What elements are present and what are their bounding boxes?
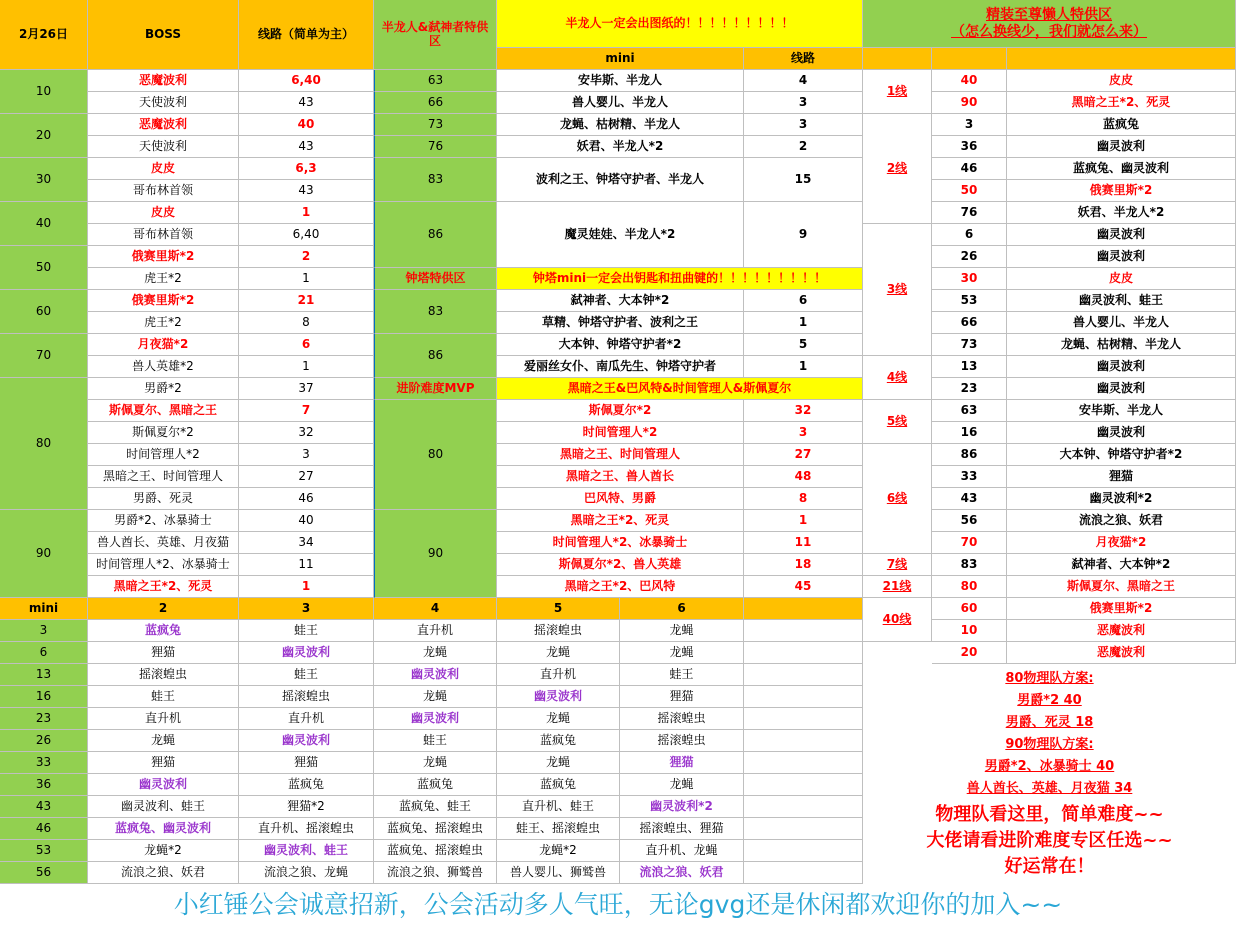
- right-mini-num: 83: [932, 554, 1007, 576]
- mini-spawn-cell: 蛙王、摇滚蝗虫: [497, 818, 620, 840]
- mini-spawn-cell: 蓝疯兔、摇滚蝗虫: [374, 840, 497, 862]
- mvp-note: 黑暗之王&巴风特&时间管理人&斯佩夏尔: [497, 378, 863, 400]
- boss-cell: 男爵*2: [88, 378, 239, 400]
- route-cell: 1: [239, 576, 374, 598]
- mini-spawn-cell: 蛙王: [374, 730, 497, 752]
- right-mini-name: 幽灵波利: [1007, 224, 1236, 246]
- boss-cell: 恶魔波利: [88, 70, 239, 92]
- route-cell: 3: [239, 444, 374, 466]
- right-mini-name: 恶魔波利: [1007, 620, 1236, 642]
- right-mini-name: 幽灵波利: [1007, 356, 1236, 378]
- mini-spawn-cell: 龙蝇: [620, 774, 744, 796]
- mini-spawn-cell: 摇滚蝗虫: [620, 730, 744, 752]
- mini-spawn-cell: 龙蝇: [374, 752, 497, 774]
- header-boss: BOSS: [88, 0, 239, 70]
- mini-level-cell: 13: [0, 664, 88, 686]
- mini-spawn-cell: [744, 708, 863, 730]
- mini-spawn-cell: [744, 730, 863, 752]
- mini-line-cell: 1: [744, 356, 863, 378]
- level-cell: 10: [0, 70, 88, 114]
- boss-cell: 月夜猫*2: [88, 334, 239, 356]
- mvp-line-cell: 3: [744, 422, 863, 444]
- guild-recruit-footer: 小红锤公会诚意招新，公会活动多人气旺，无论gvg还是休闲都欢迎你的加入~~: [173, 890, 1063, 919]
- mini-spawn-cell: 龙蝇: [620, 642, 744, 664]
- plan-line: 男爵*2、冰暴骑士 40: [984, 759, 1115, 774]
- route-cell: 1: [239, 202, 374, 224]
- mini-spawn-cell: 狸猫: [620, 752, 744, 774]
- mini-spawn-cell: 直升机、龙蝇: [620, 840, 744, 862]
- mini-spawn-cell: 幽灵波利: [497, 686, 620, 708]
- boss-cell: 斯佩夏尔、黑暗之王: [88, 400, 239, 422]
- mini-header-cell: 4: [374, 598, 497, 620]
- right-line-group: 1线: [863, 70, 932, 114]
- boss-cell: 俄赛里斯*2: [88, 246, 239, 268]
- mvp-combo-cell: 巴风特、男爵: [497, 488, 744, 510]
- route-cell: 27: [239, 466, 374, 488]
- mvp-combo-cell: 时间管理人*2: [497, 422, 744, 444]
- mini-spawn-cell: 蓝疯兔、蛙王: [374, 796, 497, 818]
- route-cell: 2: [239, 246, 374, 268]
- mini-spawn-cell: 直升机、摇滚蝗虫: [239, 818, 374, 840]
- boss-cell: 虎王*2: [88, 268, 239, 290]
- mini-line-cell: 5: [744, 334, 863, 356]
- right-mini-num: 53: [932, 290, 1007, 312]
- right-mini-name: 蓝疯兔、幽灵波利: [1007, 158, 1236, 180]
- mini-spawn-cell: 摇滚蝗虫、狸猫: [620, 818, 744, 840]
- right-mini-num: 6: [932, 224, 1007, 246]
- right-mini-name: 幽灵波利: [1007, 378, 1236, 400]
- level-cell: 90: [0, 510, 88, 598]
- right-mini-num: 86: [932, 444, 1007, 466]
- route-cell: 34: [239, 532, 374, 554]
- right-mini-num: 90: [932, 92, 1007, 114]
- route-cell: 1: [239, 268, 374, 290]
- right-mini-num: 63: [932, 400, 1007, 422]
- boss-cell: 时间管理人*2: [88, 444, 239, 466]
- boss-cell: 时间管理人*2、冰暴骑士: [88, 554, 239, 576]
- mini-combo-cell: 安毕斯、半龙人: [497, 70, 744, 92]
- header-line: 线路: [744, 48, 863, 70]
- mini-line-cell: 6: [744, 290, 863, 312]
- mini-spawn-cell: 幽灵波利: [239, 642, 374, 664]
- mini-spawn-cell: 幽灵波利: [88, 774, 239, 796]
- mini-spawn-cell: [744, 818, 863, 840]
- mini-spawn-cell: 幽灵波利: [374, 708, 497, 730]
- boss-cell: 黑暗之王*2、死灵: [88, 576, 239, 598]
- mini-spawn-cell: 摇滚蝗虫: [88, 664, 239, 686]
- mvp-line-cell: 1: [744, 510, 863, 532]
- plan-line: 兽人酋长、英雄、月夜猫 34: [966, 781, 1133, 796]
- mini-spawn-cell: 直升机: [497, 664, 620, 686]
- route-cell: 46: [239, 488, 374, 510]
- right-mini-num: 20: [932, 642, 1007, 664]
- mini-spawn-cell: 蓝疯兔: [497, 774, 620, 796]
- right-mini-num: 60: [932, 598, 1007, 620]
- mini-line-cell: 15: [744, 158, 863, 202]
- mini-header-cell: 5: [497, 598, 620, 620]
- mini-line-cell: 3: [744, 92, 863, 114]
- right-mini-name: 安毕斯、半龙人: [1007, 400, 1236, 422]
- boss-cell: 天使波利: [88, 92, 239, 114]
- right-mini-name: 妖君、半龙人*2: [1007, 202, 1236, 224]
- right-mini-num: 3: [932, 114, 1007, 136]
- right-line-group: 21线: [863, 576, 932, 598]
- clock-tower-note: 钟塔mini一定会出钥匙和扭曲键的！！！！！！！！！: [497, 268, 863, 290]
- right-mini-num: 43: [932, 488, 1007, 510]
- mini-spawn-cell: 摇滚蝗虫: [239, 686, 374, 708]
- mini-spawn-cell: 蓝疯兔、幽灵波利: [88, 818, 239, 840]
- mini-spawn-cell: 龙蝇: [374, 642, 497, 664]
- mini-spawn-cell: 幽灵波利、蛙王: [88, 796, 239, 818]
- mini-combo-cell: 魔灵娃娃、半龙人*2: [497, 202, 744, 268]
- right-mini-name: 斯佩夏尔、黑暗之王: [1007, 576, 1236, 598]
- mini-level-cell: 53: [0, 840, 88, 862]
- right-mini-num: 26: [932, 246, 1007, 268]
- mini-line-cell: 9: [744, 202, 863, 268]
- level-cell: 40: [0, 202, 88, 246]
- right-mini-num: 33: [932, 466, 1007, 488]
- right-mini-name: 恶魔波利: [1007, 642, 1236, 664]
- zone-d-cell: 80: [374, 400, 497, 510]
- mini-spawn-cell: [744, 796, 863, 818]
- mini-spawn-cell: [744, 752, 863, 774]
- boss-cell: 皮皮: [88, 158, 239, 180]
- route-cell: 6,40: [239, 70, 374, 92]
- route-cell: 6: [239, 334, 374, 356]
- right-mini-name: 龙蝇、枯树精、半龙人: [1007, 334, 1236, 356]
- mvp-line-cell: 45: [744, 576, 863, 598]
- mini-spawn-cell: 龙蝇*2: [88, 840, 239, 862]
- mini-spawn-cell: [744, 840, 863, 862]
- mini-spawn-cell: 狸猫: [239, 752, 374, 774]
- route-cell: 32: [239, 422, 374, 444]
- route-cell: 6,40: [239, 224, 374, 246]
- right-mini-name: 幽灵波利、蛙王: [1007, 290, 1236, 312]
- big-note: 好运常在！: [1004, 856, 1095, 877]
- mini-spawn-cell: 直升机、蛙王: [497, 796, 620, 818]
- right-mini-name: 俄赛里斯*2: [1007, 180, 1236, 202]
- plan-line: 80物理队方案:: [1005, 671, 1094, 686]
- mini-spawn-cell: [744, 774, 863, 796]
- right-mini-num: 70: [932, 532, 1007, 554]
- mini-line-cell: 1: [744, 312, 863, 334]
- right-mini-name: 幽灵波利*2: [1007, 488, 1236, 510]
- right-line-group: 3线: [863, 224, 932, 356]
- mini-spawn-cell: 蓝疯兔: [497, 730, 620, 752]
- mvp-combo-cell: 斯佩夏尔*2: [497, 400, 744, 422]
- right-mini-num: 56: [932, 510, 1007, 532]
- mvp-combo-cell: 黑暗之王*2、巴风特: [497, 576, 744, 598]
- mini-level-cell: 36: [0, 774, 88, 796]
- mini-combo-cell: 草精、钟塔守护者、波利之王: [497, 312, 744, 334]
- mini-level-cell: 46: [0, 818, 88, 840]
- right-mini-name: 蓝疯兔: [1007, 114, 1236, 136]
- right-line-group: 6线: [863, 444, 932, 554]
- mini-spawn-cell: 幽灵波利: [374, 664, 497, 686]
- boss-cell: 兽人酋长、英雄、月夜猫: [88, 532, 239, 554]
- right-mini-name: 流浪之狼、妖君: [1007, 510, 1236, 532]
- mini-spawn-cell: 龙蝇: [497, 752, 620, 774]
- mini-level-cell: 56: [0, 862, 88, 884]
- mvp-combo-cell: 黑暗之王*2、死灵: [497, 510, 744, 532]
- zone-d-cell: 90: [374, 510, 497, 598]
- level-cell: 30: [0, 158, 88, 202]
- right-mini-name: 大本钟、钟塔守护者*2: [1007, 444, 1236, 466]
- mini-spawn-cell: 幽灵波利、蛙王: [239, 840, 374, 862]
- right-mini-name: 幽灵波利: [1007, 422, 1236, 444]
- boss-cell: 哥布林首领: [88, 224, 239, 246]
- right-line-group: 2线: [863, 114, 932, 224]
- plan-line: 男爵、死灵 18: [1005, 715, 1094, 730]
- right-mini-num: 10: [932, 620, 1007, 642]
- big-note: 物理队看这里，简单难度~~: [935, 804, 1164, 825]
- mini-spawn-cell: 龙蝇*2: [497, 840, 620, 862]
- zone-d-cell: 76: [374, 136, 497, 158]
- right-mini-num: 36: [932, 136, 1007, 158]
- zone-d-cell: 63: [374, 70, 497, 92]
- mini-spawn-cell: 直升机: [239, 708, 374, 730]
- mvp-combo-cell: 黑暗之王、兽人酋长: [497, 466, 744, 488]
- route-cell: 43: [239, 92, 374, 114]
- mini-spawn-cell: [744, 686, 863, 708]
- right-mini-num: 80: [932, 576, 1007, 598]
- boss-cell: 天使波利: [88, 136, 239, 158]
- level-cell: 50: [0, 246, 88, 290]
- mini-spawn-cell: 直升机: [88, 708, 239, 730]
- mini-spawn-cell: 狸猫: [88, 752, 239, 774]
- mini-header-cell: 2: [88, 598, 239, 620]
- route-cell: 43: [239, 180, 374, 202]
- route-cell: 37: [239, 378, 374, 400]
- mini-spawn-cell: 摇滚蝗虫: [620, 708, 744, 730]
- right-zone-title: [863, 0, 1236, 48]
- mvp-line-cell: 32: [744, 400, 863, 422]
- mini-line-cell: 3: [744, 114, 863, 136]
- route-cell: 1: [239, 356, 374, 378]
- zone-d-cell: 86: [374, 202, 497, 268]
- zone-d-cell: 83: [374, 290, 497, 334]
- mini-header-cell: mini: [0, 598, 88, 620]
- right-mini-num: 40: [932, 70, 1007, 92]
- right-mini-name: 俄赛里斯*2: [1007, 598, 1236, 620]
- right-mini-num: 66: [932, 312, 1007, 334]
- right-mini-num: 23: [932, 378, 1007, 400]
- mini-header-cell: 6: [620, 598, 744, 620]
- mvp-combo-cell: 黑暗之王、时间管理人: [497, 444, 744, 466]
- zone-d-cell: 钟塔特供区: [374, 268, 497, 290]
- mvp-line-cell: 18: [744, 554, 863, 576]
- route-cell: 40: [239, 114, 374, 136]
- zone-d-cell: 66: [374, 92, 497, 114]
- header-mini: mini: [497, 48, 744, 70]
- boss-cell: 恶魔波利: [88, 114, 239, 136]
- mini-spawn-cell: 摇滚蝗虫: [497, 620, 620, 642]
- big-note: 大佬请看进阶难度专区任选~~: [926, 830, 1173, 851]
- right-header-blank-b: [932, 48, 1007, 70]
- boss-cell: 俄赛里斯*2: [88, 290, 239, 312]
- mini-spawn-cell: 狸猫*2: [239, 796, 374, 818]
- right-mini-num: 13: [932, 356, 1007, 378]
- right-title-line2: （怎么换线少，我们就怎么来）: [951, 23, 1147, 40]
- header-date: 2月26日: [0, 0, 88, 70]
- mini-level-cell: 33: [0, 752, 88, 774]
- mini-level-cell: 23: [0, 708, 88, 730]
- right-line-group: 4线: [863, 356, 932, 400]
- plan-line: 男爵*2 40: [1017, 693, 1082, 708]
- right-mini-name: 黑暗之王*2、死灵: [1007, 92, 1236, 114]
- zone-d-cell: 86: [374, 334, 497, 378]
- level-cell: 60: [0, 290, 88, 334]
- mini-level-cell: 43: [0, 796, 88, 818]
- right-header-blank-a: [863, 48, 932, 70]
- right-header-blank-c: [1007, 48, 1236, 70]
- mini-combo-cell: 妖君、半龙人*2: [497, 136, 744, 158]
- boss-cell: 虎王*2: [88, 312, 239, 334]
- header-half-dragon-note: 半龙人一定会出图纸的！！！！！！！！！: [497, 0, 863, 48]
- mini-spawn-cell: 流浪之狼、妖君: [88, 862, 239, 884]
- mini-spawn-cell: 龙蝇: [497, 708, 620, 730]
- route-cell: 7: [239, 400, 374, 422]
- right-mini-name: 幽灵波利: [1007, 246, 1236, 268]
- mini-spawn-cell: 兽人婴儿、狮鹫兽: [497, 862, 620, 884]
- right-mini-num: 46: [932, 158, 1007, 180]
- zone-d-cell: 73: [374, 114, 497, 136]
- mini-combo-cell: 弑神者、大本钟*2: [497, 290, 744, 312]
- mini-spawn-cell: 蛙王: [239, 620, 374, 642]
- mini-level-cell: 6: [0, 642, 88, 664]
- mini-combo-cell: 波利之王、钟塔守护者、半龙人: [497, 158, 744, 202]
- route-cell: 11: [239, 554, 374, 576]
- mini-spawn-cell: 狸猫: [88, 642, 239, 664]
- mini-header-cell: [744, 598, 863, 620]
- right-mini-name: 弑神者、大本钟*2: [1007, 554, 1236, 576]
- mini-spawn-cell: 龙蝇: [374, 686, 497, 708]
- mini-spawn-cell: 狸猫: [620, 686, 744, 708]
- mvp-line-cell: 8: [744, 488, 863, 510]
- mini-spawn-cell: 直升机: [374, 620, 497, 642]
- mini-combo-cell: 大本钟、钟塔守护者*2: [497, 334, 744, 356]
- right-line-group: 7线: [863, 554, 932, 576]
- boss-cell: 斯佩夏尔*2: [88, 422, 239, 444]
- right-mini-name: 皮皮: [1007, 268, 1236, 290]
- route-cell: 6,3: [239, 158, 374, 180]
- boss-cell: 哥布林首领: [88, 180, 239, 202]
- mini-spawn-cell: 幽灵波利*2: [620, 796, 744, 818]
- level-cell: 80: [0, 378, 88, 510]
- zone-d-cell: 83: [374, 158, 497, 202]
- mini-spawn-cell: 龙蝇: [620, 620, 744, 642]
- mini-combo-cell: 兽人婴儿、半龙人: [497, 92, 744, 114]
- right-title-line1: 精装至尊懒人特供区: [986, 7, 1112, 24]
- mini-level-cell: 26: [0, 730, 88, 752]
- mini-spawn-cell: 流浪之狼、妖君: [620, 862, 744, 884]
- right-mini-num: 16: [932, 422, 1007, 444]
- route-cell: 43: [239, 136, 374, 158]
- right-mini-num: 50: [932, 180, 1007, 202]
- mini-spawn-cell: 蓝疯兔: [374, 774, 497, 796]
- right-line-group: 40线: [863, 598, 932, 642]
- right-mini-num: 76: [932, 202, 1007, 224]
- route-cell: 40: [239, 510, 374, 532]
- level-cell: 20: [0, 114, 88, 158]
- mini-spawn-cell: [744, 664, 863, 686]
- mvp-line-cell: 27: [744, 444, 863, 466]
- mini-level-cell: 3: [0, 620, 88, 642]
- mvp-line-cell: 11: [744, 532, 863, 554]
- mini-spawn-cell: [744, 642, 863, 664]
- mini-spawn-cell: 蓝疯兔: [239, 774, 374, 796]
- route-cell: 21: [239, 290, 374, 312]
- mini-line-cell: 4: [744, 70, 863, 92]
- zone-d-cell: 进阶难度MVP: [374, 378, 497, 400]
- header-route: 线路（简单为主）: [239, 0, 374, 70]
- right-mini-name: 皮皮: [1007, 70, 1236, 92]
- mini-spawn-cell: 蛙王: [88, 686, 239, 708]
- level-cell: 70: [0, 334, 88, 378]
- right-line-group: 5线: [863, 400, 932, 444]
- boss-cell: 黑暗之王、时间管理人: [88, 466, 239, 488]
- mini-combo-cell: 龙蝇、枯树精、半龙人: [497, 114, 744, 136]
- mvp-combo-cell: 时间管理人*2、冰暴骑士: [497, 532, 744, 554]
- right-mini-name: 幽灵波利: [1007, 136, 1236, 158]
- plan-line: 90物理队方案:: [1005, 737, 1094, 752]
- mini-combo-cell: 爱丽丝女仆、南瓜先生、钟塔守护者: [497, 356, 744, 378]
- boss-cell: 兽人英雄*2: [88, 356, 239, 378]
- route-cell: 8: [239, 312, 374, 334]
- mini-spawn-cell: 幽灵波利: [239, 730, 374, 752]
- mini-line-cell: 2: [744, 136, 863, 158]
- mini-spawn-cell: 流浪之狼、狮鹫兽: [374, 862, 497, 884]
- mini-spawn-cell: 龙蝇: [497, 642, 620, 664]
- boss-cell: 皮皮: [88, 202, 239, 224]
- mini-spawn-cell: [744, 620, 863, 642]
- mvp-combo-cell: 斯佩夏尔*2、兽人英雄: [497, 554, 744, 576]
- mini-spawn-cell: 蛙王: [620, 664, 744, 686]
- mini-spawn-cell: 流浪之狼、龙蝇: [239, 862, 374, 884]
- right-mini-num: 30: [932, 268, 1007, 290]
- mini-spawn-cell: 蓝疯兔、摇滚蝗虫: [374, 818, 497, 840]
- right-mini-name: 狸猫: [1007, 466, 1236, 488]
- right-mini-num: 73: [932, 334, 1007, 356]
- mini-spawn-cell: 蓝疯兔: [88, 620, 239, 642]
- right-mini-name: 月夜猫*2: [1007, 532, 1236, 554]
- mvp-line-cell: 48: [744, 466, 863, 488]
- mini-header-cell: 3: [239, 598, 374, 620]
- boss-cell: 男爵、死灵: [88, 488, 239, 510]
- boss-cell: 男爵*2、冰暴骑士: [88, 510, 239, 532]
- right-mini-name: 兽人婴儿、半龙人: [1007, 312, 1236, 334]
- mini-spawn-cell: 龙蝇: [88, 730, 239, 752]
- header-half-dragon-zone: 半龙人&弑神者特供区: [374, 0, 497, 70]
- mini-level-cell: 16: [0, 686, 88, 708]
- mini-spawn-cell: 蛙王: [239, 664, 374, 686]
